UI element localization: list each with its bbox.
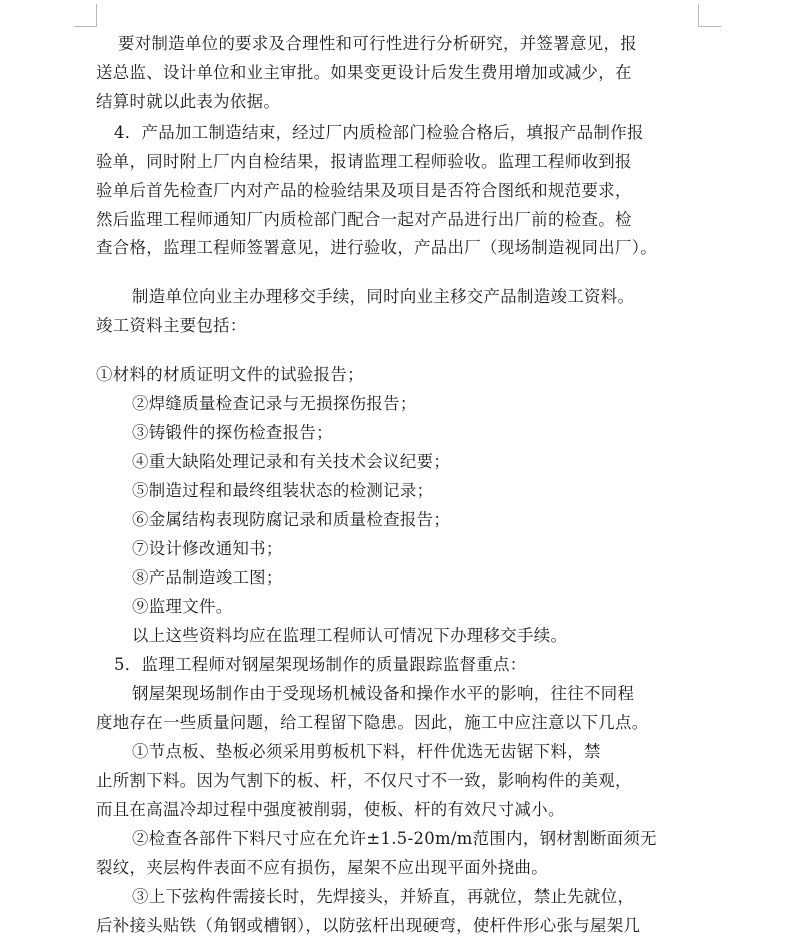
paragraph-line: 验单后首先检查厂内对产品的检验结果及项目是否符合图纸和规范要求， (96, 181, 632, 200)
list-item: ⑦设计修改通知书； (132, 539, 283, 558)
margin-corner-top-right (698, 4, 721, 27)
list-item: ⑥金属结构表现防腐记录和质量检查报告； (132, 510, 451, 529)
paragraph-line: 以上这些资料均应在监理工程师认可情况下办理移交手续。 (132, 626, 568, 645)
paragraph-line: 结算时就以此表为依据。 (96, 92, 281, 111)
paragraph-line: ②检查各部件下料尺寸应在允许±1.5-20m/m范围内，钢材割断面须无 (132, 829, 657, 848)
paragraph-line: 5．监理工程师对钢屋架现场制作的质量跟踪监督重点： (114, 655, 527, 674)
paragraph-line: 验单，同时附上厂内自检结果，报请监理工程师验收。监理工程师收到报 (96, 152, 632, 171)
paragraph-line: 后补接头贴铁（角钢或槽钢），以防弦杆出现硬弯，使杆件形心张与屋架几 (96, 916, 641, 935)
paragraph-line: ①节点板、垫板必须采用剪板机下料，杆件优选无齿锯下料，禁 (132, 742, 601, 761)
paragraph-line: 止所割下料。因为气割下的板、杆，不仅尺寸不一致，影响构件的美观， (96, 771, 632, 790)
paragraph-line: 查合格，监理工程师签署意见，进行验收，产品出厂（现场制造视同出厂）。 (96, 238, 657, 257)
list-item: ①材料的材质证明文件的试验报告； (96, 365, 364, 384)
paragraph-line: 裂纹，夹层构件表面不应有损伤，屋架不应出现平面外挠曲。 (96, 858, 548, 877)
paragraph-line: 送总监、设计单位和业主审批。如果变更设计后发生费用增加或减少，在 (96, 63, 632, 82)
paragraph-line: ③上下弦构件需接长时，先焊接头，并矫直，再就位，禁止先就位， (132, 887, 635, 906)
list-item: ③铸锻件的探伤检查报告； (132, 423, 333, 442)
paragraph-line: 钢屋架现场制作由于受现场机械设备和操作水平的影响，往往不同程 (132, 684, 635, 703)
paragraph-line: 然后监理工程师通知厂内质检部门配合一起对产品进行出厂前的检查。检 (96, 210, 632, 229)
paragraph-line: 度地存在一些质量问题，给工程留下隐患。因此，施工中应注意以下几点。 (96, 713, 649, 732)
margin-corner-top-left (74, 4, 97, 27)
list-item: ④重大缺陷处理记录和有关技术会议纪要； (132, 452, 451, 471)
paragraph-line: 制造单位向业主办理移交手续，同时向业主移交产品制造竣工资料。 (132, 287, 635, 306)
list-item: ②焊缝质量检查记录与无损探伤报告； (132, 394, 417, 413)
list-item: ⑨监理文件。 (132, 597, 233, 616)
paragraph-line: 要对制造单位的要求及合理性和可行性进行分析研究，并签署意见，报 (118, 34, 637, 53)
paragraph-line: 而且在高温冷却过程中强度被削弱，使板、杆的有效尺寸减小。 (96, 800, 565, 819)
list-item: ⑤制造过程和最终组装状态的检测记录； (132, 481, 434, 500)
list-item: ⑧产品制造竣工图； (132, 568, 283, 587)
paragraph-line: 竣工资料主要包括： (96, 316, 247, 335)
paragraph-line: 4．产品加工制造结束，经过厂内质检部门检验合格后，填报产品制作报 (114, 123, 644, 142)
